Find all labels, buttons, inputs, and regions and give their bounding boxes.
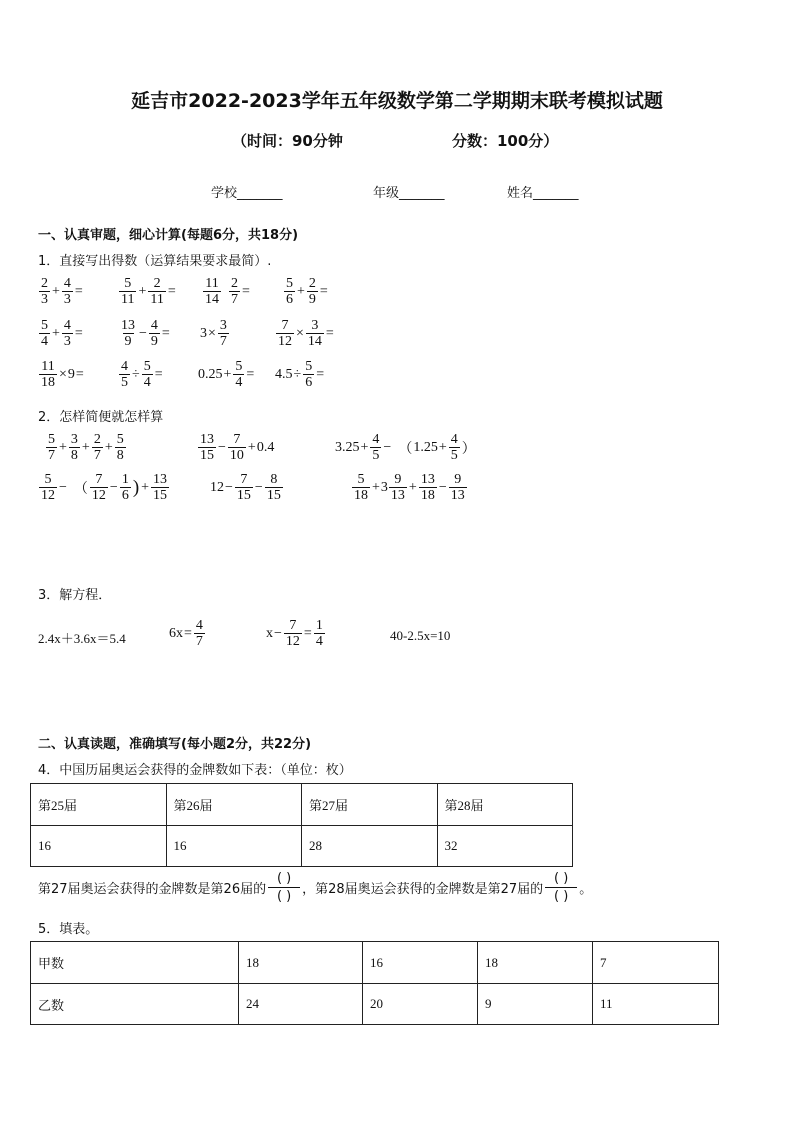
time-label: （时间：90分钟 (232, 132, 343, 150)
table-cell: 20 (363, 984, 478, 1025)
denominator: 12 (41, 488, 55, 503)
denominator: 9 (308, 292, 316, 307)
fraction (233, 359, 244, 390)
fraction (276, 318, 294, 349)
denominator: 5 (450, 448, 458, 463)
question-4: 4．中国历届奥运会获得的金牌数如下表：（单位：枚） (38, 763, 352, 778)
fraction (314, 618, 325, 649)
numerator: 5 (41, 318, 48, 333)
numerator: 4 (372, 432, 380, 447)
fraction (120, 472, 131, 503)
table-cell: 32 (437, 826, 573, 867)
fraction (449, 432, 460, 463)
table-cell: 16 (363, 942, 478, 984)
fraction (119, 359, 130, 390)
fraction (194, 618, 205, 649)
denominator: 18 (420, 488, 435, 503)
numerator: 11 (205, 276, 219, 291)
fraction (115, 432, 126, 463)
denominator: 9 (124, 334, 132, 349)
table-cell: 24 (239, 984, 363, 1025)
numerator: 2 (308, 276, 316, 291)
fraction (62, 318, 73, 349)
denominator: 11 (121, 292, 135, 307)
denominator: 14 (205, 292, 219, 307)
expr-1-6: $\frac{13}{9}$ − $\frac{4}{9}$ = (121, 318, 170, 349)
denominator: 11 (150, 292, 164, 307)
numerator: 2 (41, 276, 48, 291)
expr-1-4: $\frac{5}{6}$ + $\frac{2}{9}$ = (286, 276, 328, 307)
fraction (92, 432, 103, 463)
expr-1-3: $\frac{11}{14}$ $\frac{2}{7}$ = (205, 276, 250, 307)
numerator: 5 (44, 472, 52, 487)
numerator: 7 (233, 432, 241, 447)
numerator: 2 (93, 432, 101, 447)
numerator: 5 (48, 432, 55, 447)
denominator: 7 (219, 334, 227, 349)
expr-2-3: 3.25 + $\frac{4}{5}$ − （ 1.25 + $\frac{4}{5}$ ） (335, 432, 476, 463)
blank-fraction[interactable]: ( ) ( ) (268, 870, 300, 905)
denominator: 14 (307, 334, 322, 349)
fraction (370, 432, 381, 463)
expr-2-2: $\frac{13}{15}$ − $\frac{7}{10}$ + 0.4 (200, 432, 275, 463)
equation-2: 6x = $\frac{4}{7}$ (169, 618, 203, 649)
fraction (229, 276, 240, 307)
expr-1-2: $\frac{5}{11}$ + $\frac{2}{11}$ = (121, 276, 176, 307)
table-row (31, 942, 719, 984)
medal-table (30, 783, 573, 867)
denominator: 12 (285, 634, 300, 649)
fraction (39, 359, 57, 390)
question-3: 3．解方程． (38, 588, 112, 603)
denominator: 7 (93, 448, 101, 463)
table-cell: 16 (166, 826, 302, 867)
denominator: 10 (229, 448, 244, 463)
denominator: 7 (195, 634, 203, 649)
numerator: 5 (124, 276, 132, 291)
question-5: 5．填表。 (38, 922, 99, 937)
table-cell: 16 (31, 826, 167, 867)
expr-2-5: 12 − $\frac{7}{15}$ − $\frac{8}{15}$ (210, 472, 281, 503)
numerator: 13 (121, 318, 135, 333)
denominator: 8 (116, 448, 124, 463)
table-row (31, 984, 719, 1025)
fraction (39, 472, 57, 503)
denominator: 7 (231, 292, 238, 307)
table-cell: 18 (239, 942, 363, 984)
numerator: 13 (420, 472, 435, 487)
table-cell: 11 (593, 984, 719, 1025)
denominator: 3 (63, 334, 71, 349)
numerator: 13 (200, 432, 214, 447)
grade-field: 年级_______ (373, 186, 445, 201)
fraction (218, 318, 229, 349)
numerator: 2 (231, 276, 238, 291)
school-field: 学校_______ (211, 186, 283, 201)
name-field: 姓名_______ (507, 186, 579, 201)
numerator: 5 (143, 359, 151, 374)
denominator: 7 (48, 448, 55, 463)
fraction (235, 472, 253, 503)
denominator: 15 (200, 448, 214, 463)
fraction (284, 618, 302, 649)
numerator: 9 (394, 472, 402, 487)
table-cell: 28 (302, 826, 438, 867)
fraction (284, 276, 295, 307)
denominator: 8 (70, 448, 78, 463)
denominator: 15 (236, 488, 251, 503)
denominator: 5 (372, 448, 380, 463)
numerator: 7 (95, 472, 103, 487)
equation-1: 2.4x＋3.6x＝5.4 (38, 631, 126, 646)
fraction (39, 276, 50, 307)
numerator: 8 (270, 472, 278, 487)
denominator: 5 (121, 375, 128, 390)
denominator: 15 (266, 488, 281, 503)
fraction (203, 276, 221, 307)
numerator: 4 (450, 432, 458, 447)
denominator: 15 (153, 488, 168, 503)
table-header-cell: 第25届 (31, 784, 167, 826)
denominator: 4 (315, 634, 323, 649)
numerator: 1 (121, 472, 129, 487)
fraction (352, 472, 370, 503)
expr-1-9: $\frac{11}{18}$ × 9 = (41, 359, 84, 390)
row-label: 乙数 (31, 984, 239, 1025)
denominator: 13 (450, 488, 465, 503)
fraction (119, 276, 136, 307)
denominator: 4 (143, 375, 151, 390)
numerator: 13 (153, 472, 168, 487)
numerator: 3 (311, 318, 319, 333)
question-2: 2．怎样简便就怎样算 (38, 410, 164, 425)
denominator: 18 (354, 488, 368, 503)
table-row (31, 826, 573, 867)
section2-heading: 二、认真读题，准确填写(每小题2分，共22分) (38, 737, 312, 752)
fraction (69, 432, 80, 463)
fraction (265, 472, 283, 503)
question-1: 1．直接写出得数（运算结果要求最简）. (38, 254, 272, 269)
fraction (449, 472, 467, 503)
table-cell: 18 (478, 942, 593, 984)
equation-3: x − $\frac{7}{12}$ = $\frac{1}{4}$ (266, 618, 323, 649)
fraction (389, 472, 407, 503)
fraction (46, 432, 57, 463)
fill-table (30, 941, 719, 1025)
numerator: 4 (63, 318, 71, 333)
expr-1-5: $\frac{5}{4}$ + $\frac{4}{3}$ = (41, 318, 83, 349)
fraction (228, 432, 246, 463)
fraction (151, 472, 169, 503)
fraction (303, 359, 314, 390)
numerator: 3 (219, 318, 227, 333)
expr-2-1: $\frac{5}{7}$ + $\frac{3}{8}$ + $\frac{2}{7}$ + $\frac{5}{8}$ (48, 432, 124, 463)
numerator: 5 (305, 359, 313, 374)
expr-2-6: $\frac{5}{18}$ + 3 $\frac{9}{13}$ + $\frac{13}{18}$ − $\frac{9}{13}$ (354, 472, 465, 503)
table-header-cell: 第27届 (302, 784, 438, 826)
table-header-cell: 第28届 (437, 784, 573, 826)
denominator: 9 (150, 334, 158, 349)
denominator: 6 (121, 488, 129, 503)
numerator: 7 (281, 318, 289, 333)
fraction (149, 318, 160, 349)
fraction (306, 318, 324, 349)
equation-4: 40-2.5x=10 (390, 628, 451, 643)
expr-2-4: $\frac{5}{12}$ − （ $\frac{7}{12}$ − $\frac{1}{6}$ ) + $\frac{13}{15}$ (41, 472, 168, 503)
numerator: 5 (357, 472, 365, 487)
denominator: 3 (63, 292, 71, 307)
expr-1-10: $\frac{4}{5}$ ÷ $\frac{5}{4}$ = (121, 359, 163, 390)
numerator: 4 (150, 318, 158, 333)
table-header-row (31, 784, 573, 826)
denominator: 13 (390, 488, 405, 503)
numerator: 5 (235, 359, 243, 374)
fill-blank-sentence: 第27届奥运会获得的金牌数是第26届的 ( ) ( ) ，第28届奥运会获得的金牌数是第27届的 ( ) ( ) 。 (38, 871, 593, 904)
expr-1-1: $\frac{2}{3}$ + $\frac{4}{3}$ = (41, 276, 83, 307)
fraction (419, 472, 437, 503)
numerator: 9 (454, 472, 462, 487)
numerator: 7 (289, 618, 297, 633)
numerator: 1 (315, 618, 323, 633)
section1-heading: 一、认真审题，细心计算(每题6分，共18分) (38, 228, 299, 243)
table-cell: 9 (478, 984, 593, 1025)
numerator: 4 (195, 618, 203, 633)
denominator: 3 (41, 292, 48, 307)
numerator: 4 (121, 359, 128, 374)
fraction (142, 359, 153, 390)
fraction (62, 276, 73, 307)
fraction (90, 472, 108, 503)
numerator: 11 (41, 359, 55, 374)
score-label: 分数：100分） (452, 132, 559, 150)
numerator: 2 (153, 276, 161, 291)
expr-1-11: 0.25 + $\frac{5}{4}$ = (198, 359, 255, 390)
denominator: 12 (278, 334, 292, 349)
denominator: 4 (235, 375, 243, 390)
numerator: 5 (116, 432, 124, 447)
table-header-cell: 第26届 (166, 784, 302, 826)
fraction (39, 318, 50, 349)
numerator: 7 (240, 472, 248, 487)
fraction (307, 276, 318, 307)
blank-fraction[interactable]: ( ) ( ) (545, 870, 577, 905)
denominator: 6 (305, 375, 313, 390)
denominator: 12 (91, 488, 106, 503)
table-cell: 7 (593, 942, 719, 984)
numerator: 4 (63, 276, 71, 291)
expr-1-12: 4.5 ÷ $\frac{5}{6}$ = (275, 359, 325, 390)
fraction (198, 432, 216, 463)
expr-1-8: $\frac{7}{12}$ × $\frac{3}{14}$ = (278, 318, 334, 349)
numerator: 3 (70, 432, 78, 447)
row-label: 甲数 (31, 942, 239, 984)
denominator: 6 (286, 292, 293, 307)
exam-title: 延吉市2022-2023学年五年级数学第二学期期末联考模拟试题 (131, 90, 663, 112)
fraction (148, 276, 165, 307)
fraction (119, 318, 137, 349)
numerator: 5 (286, 276, 293, 291)
denominator: 18 (41, 375, 55, 390)
expr-1-7: 3 × $\frac{3}{7}$ (200, 318, 227, 349)
denominator: 4 (41, 334, 48, 349)
